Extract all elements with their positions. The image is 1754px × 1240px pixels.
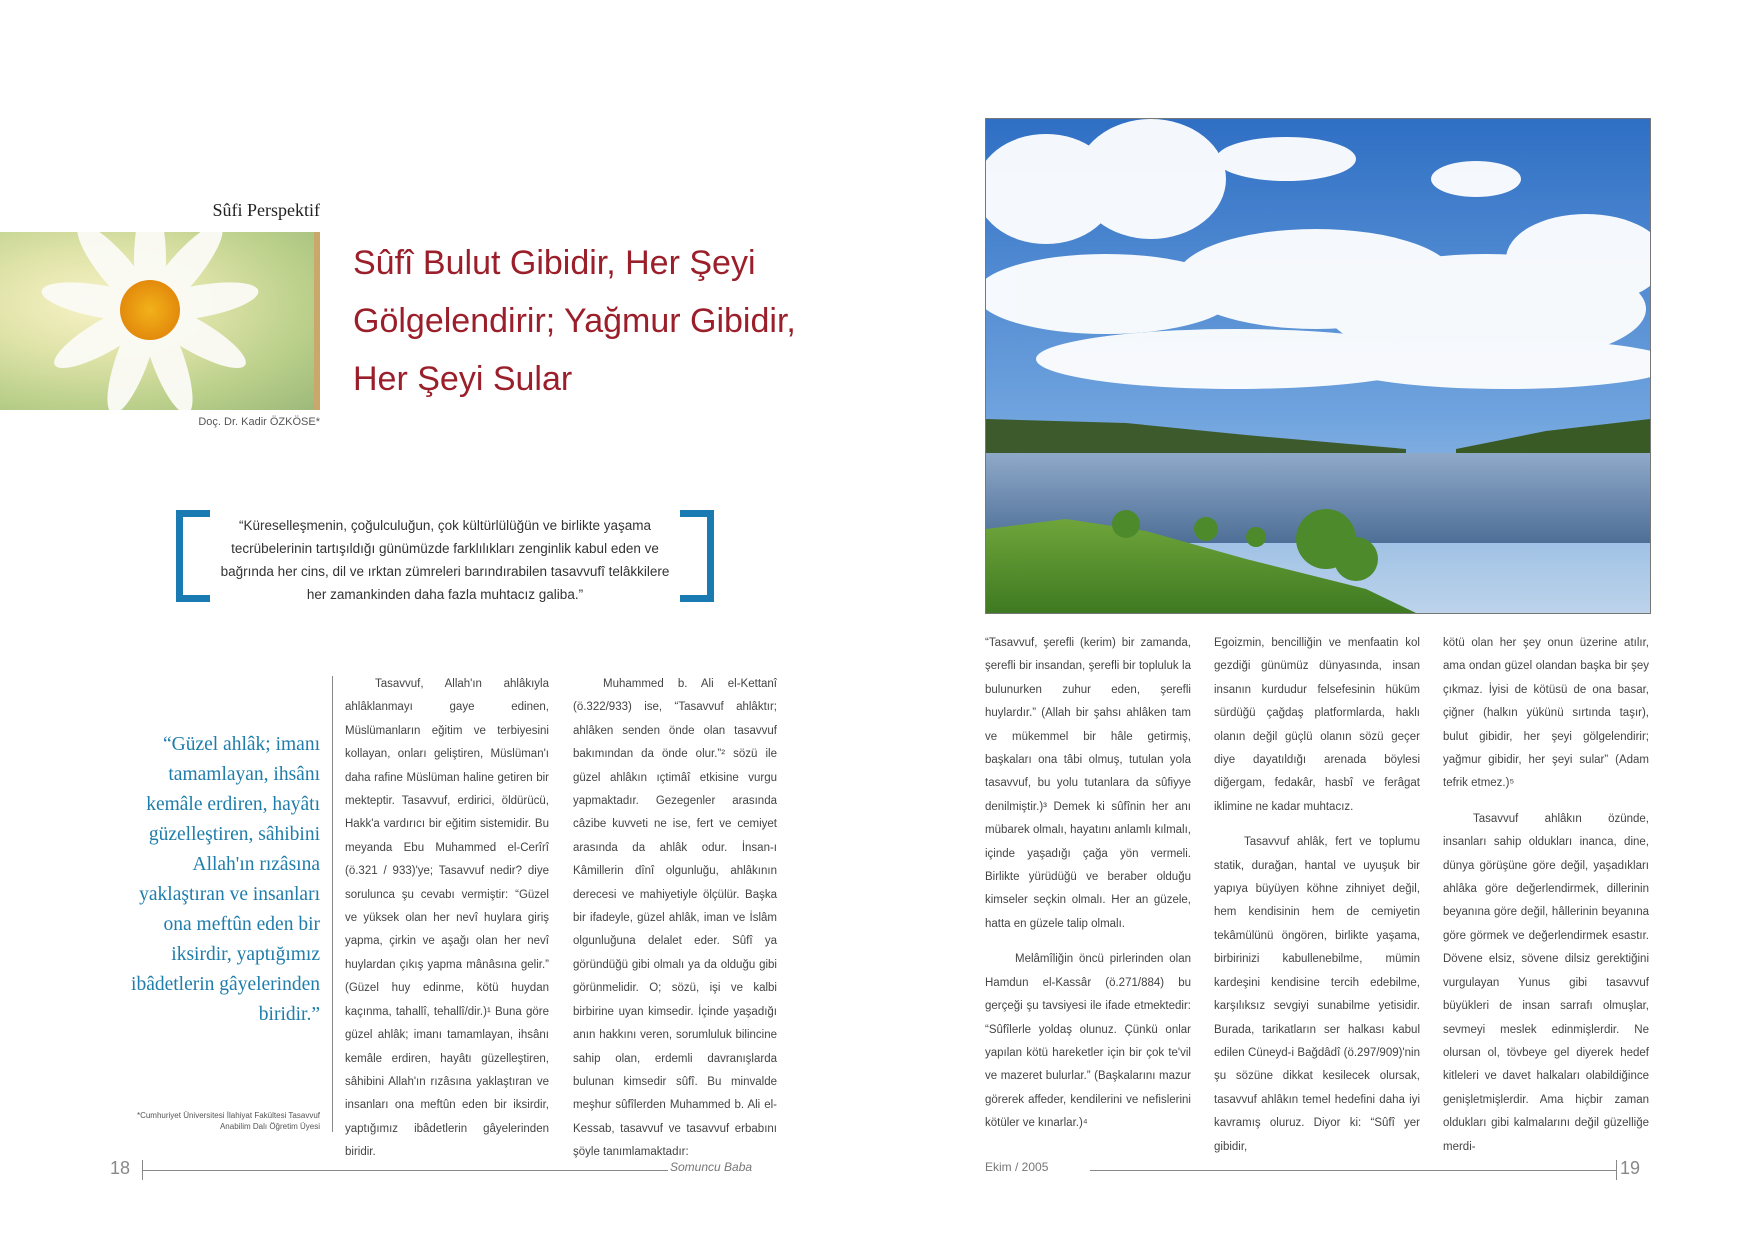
- text-column-5: [1443, 632, 1649, 1159]
- column-1-paragraph: Tasavvuf, Allah'ın ahlâkıyla ahlâklanmayı gaye edinen, Müslümanların eğitim ve terbiyesini kollayan, onları geliştiren, Müslüman'ı daha rafine Müslüman haline getiren bir mekteptir. Tasavvuf, erdirici, öldürücü, Hakk'a vardırıcı bir eğitim sistemidir. Bu meyanda Ebu Muhammed el-Cerîrî (ö.321 / 933)'ye; Tasavvuf nedir? diye sorulunca şu cevabı vermiştir: “Güzel ve yüksek olan her nevî huylara giriş yapma, çirkin ve aşağı olan her nevî huylardan çıkış yapma mânâsına gelir.” (Güzel huy edinme, kötü huydan kaçınma, tahallî, tehallî/dir.)¹ Buna göre güzel ahlâk; imanı tamamlayan, ihsânı kemâle erdiren, hayâtı güzelleştiren, sâhibini Allah'ın rızâsına yaklaştıran ve insanları ona meftûn eden bir iksirdir, yaptığımız ibâdetlerin gâyelerinden biridir.: [345, 678, 549, 1159]
- article-title-line-3: Her Şeyi Sular: [353, 360, 573, 398]
- pull-quote: “Güzel ahlâk; imanı tamamlayan, ihsânı kemâle erdiren, hayâtı güzelleştiren, sâhibini Allah'ın rızâsına yaklaştıran ve insanları ona meftûn eden bir iksirdir, yaptığımız ibâdetlerin gâyelerinden biridir.”: [131, 734, 320, 1025]
- author-name: Doç. Dr. Kadir ÖZKÖSE*: [198, 416, 320, 428]
- accent-bar: [314, 232, 320, 410]
- left-bracket: [176, 510, 210, 602]
- daisy-photo: [0, 232, 314, 410]
- footer-tick-right: [1616, 1160, 1617, 1180]
- column-3-paragraph-2: Melâmîliğin öncü pirlerinden olan Hamdun el-Kassâr (ö.271/884) bu gerçeği şu tavsiyesi ile ifade etmektedir: “Sûfîlerle yoldaş olunuz. Çünkü onlar yapılan kötü hareketler için bir çok te'vil ve mazeret bulurlar.” (Başkalarını mazur görerek affeder, kendilerini ve nefislerini kötüler ve kınarlar.)⁴: [985, 953, 1191, 1130]
- column-4-paragraph-2: Tasavvuf ahlâk, fert ve toplumu statik, durağan, hantal ve uyuşuk bir yapıya büyüyen köhne zihniyet değil, hem kendisinin hem de cemiyetin tekâmülünü öngören, birlikte yaşama, birbirinizi kabullenebilme, mümin kardeşini kendisine tercih edebilme, karşılıksız sevgiyi sunabilme yetisidir. Burada, tarikatların ser halkası kabul edilen Cüneyd-i Bağdâdî (ö.297/909)'nin şu sözüne dikkat kesilecek olursak, tasavvuf ahlâkın temel hedefini daha iyi kavramış oluruz. Diyor ki: “Sûfî yer gibidir,: [1214, 836, 1420, 1153]
- text-column-2: [573, 673, 777, 1165]
- text-column-4: [1214, 632, 1420, 1159]
- column-2-paragraph: Muhammed b. Ali el-Kettanî (ö.322/933) ise, “Tasavvuf ahlâktır; ahlâken senden önde olan tasavvuf bakımından da önde olur.”² sözü ile güzel ahlâkın ıçtimâî etkisine vurgu yapmaktadır. Gezegenler arasında câzibe kuvveti ne ise, fert ve cemiyet arasında da ahlâk odur. İnsan-ı Kâmillerin dînî olgunluğu, ahlâkının derecesi ve mahiyetiyle ölçülür. Başka bir ifadeyle, güzel ahlâk, iman ve İslâm olgunluğuna delalet eder. Sûfî ya göründüğü gibi olmalı ya da olduğu gibi görünmelidir. O; sözü, işi ve kalbi birbirine uyan kimsedir. İçinde yaşadığı anın hakkını veren, sorumluluk bilincine sahip olan, erdemli davranışlarda bulunan kimsedir sûfî. Bu minvalde meşhur sûfîlerden Muhammed b. Ali el-Kessab, tasavvuf ve tasavvuf erbabını şöyle tanımlamaktadır:: [573, 678, 777, 1159]
- column-3-paragraph-1: “Tasavvuf, şerefli (kerim) bir zamanda, şerefli bir insandan, şerefli bir topluluk la bulunurken zuhur eden, şerefli huylardır.” (Allah bir şahsı ahlâken tam ve mükemmel bir hâle getirmiş, başkaları ona tâbi olmuş, tutulan yola tasavvuf, bu yolu tutanlara da sûfiyye denilmiştir.)³ Demek ki sûfînin her anı mübarek olmalı, hayatını anlamlı kılmalı, içinde yaşadığı çağa yön vermeli. Birlikte yürüdüğü ve beraber olduğu kimseler seçkin olmalı. Her an güzele, hatta en güzele talip olmalı.: [985, 637, 1191, 930]
- magazine-brand: Somuncu Baba: [670, 1160, 753, 1174]
- page-number-right: 19: [1620, 1158, 1641, 1178]
- text-column-1: [345, 673, 549, 1165]
- author-footnote: *Cumhuriyet Üniversitesi İlahiyat Fakültesi Tasavvuf Anabilim Dalı Öğretim Üyesi: [136, 1111, 320, 1131]
- text-column-3: [985, 632, 1191, 1136]
- column-divider: [332, 676, 333, 1132]
- column-4-paragraph-1: Egoizmin, bencilliğin ve menfaatin kol gezdiği günümüz dünyasında, insan insanın kurdudur felsefesinin hüküm sürdüğü çağdaş platformlarda, haklı olanın değil güçlü olanın sözü geçer diye dayatıldığı arenada böylesi diğergam, fedakâr, hasbî ve ferâgat iklimine ne kadar muhtacız.: [1214, 637, 1420, 813]
- article-title-line-1: Sûfî Bulut Gibidir, Her Şeyi: [353, 244, 756, 282]
- issue-date: Ekim / 2005: [985, 1160, 1049, 1174]
- right-bracket: [680, 510, 714, 602]
- footer-rule-left: [142, 1170, 668, 1171]
- section-label: Sûfi Perspektif: [212, 200, 320, 220]
- article-title-line-2: Gölgelendirir; Yağmur Gibidir,: [353, 302, 796, 340]
- lead-quote: “Küreselleşmenin, çoğulculuğun, çok kültürlülüğün ve birlikte yaşama tecrübelerinin tartışıldığı günümüzde farklılıkları zenginlik kabul eden ve bağrında her cins, dil ve ırktan zümreleri barındırabilen tasavvufî telâkkilere her zamankinden daha fazla muhtacız galiba.”: [220, 518, 670, 602]
- footer-rule-right: [1090, 1170, 1616, 1171]
- column-5-paragraph-1: kötü olan her şey onun üzerine atılır, ama ondan güzel olandan başka bir şey çıkmaz. İyisi de kötüsü de ona basar, çiğner (halkın yükünü sırtında taşır), bulut gibidir, her şeyi gölgelendirir; yağmur gibidir, her şeyi sular” (Adam tefrik etmez.)⁵: [1443, 637, 1649, 790]
- lake-landscape-photo: [985, 118, 1651, 614]
- page-number-left: 18: [110, 1158, 131, 1178]
- column-5-paragraph-2: Tasavvuf ahlâkın özünde, insanları sahip oldukları inanca, dine, dünya görüşüne göre değil, yaşadıkları ahlâka göre değerlendirmek, dillerinin beyanına göre değil, hâllerinin beyanına göre görmek ve değerlendirmek esastır. Dövene elsiz, sövene dilsiz gerektiğini vurgulayan Yunus gibi tasavvuf büyükleri de insan sarrafı olmuşlar, sevmeyi meslek edinmişlerdir. Ne olursan ol, tövbeye gel diyerek hedef kitleleri ve davet halkaları olabildiğince genişletmişlerdir. Ama hiçbir zaman oldukları gibi kalmalarını değil güzelliğe merdi-: [1443, 812, 1649, 1153]
